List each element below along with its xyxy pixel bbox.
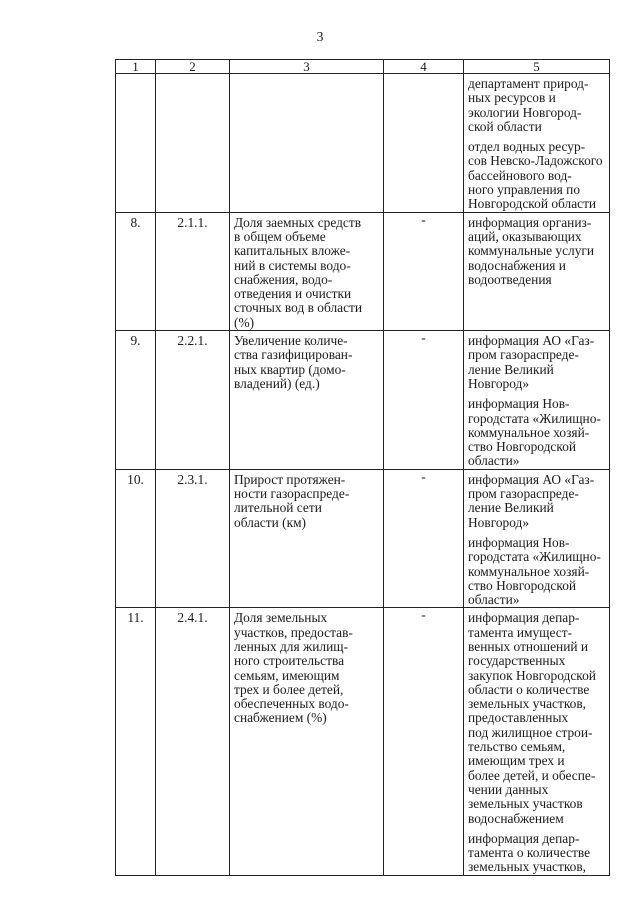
- text-line: коммунальное хозяй-: [468, 424, 590, 440]
- text-line: аций, оказывающих: [468, 228, 582, 244]
- text-line: информация АО «Газ-: [468, 333, 595, 349]
- text-line: венных отношений и: [468, 638, 589, 654]
- text-line: ленных для жилищ-: [234, 638, 349, 654]
- text-line: Новгородской области: [468, 196, 597, 212]
- text-line: пром газораспреде-: [468, 347, 579, 363]
- text-line: предоставленных: [468, 710, 569, 726]
- source-cell: [464, 469, 610, 608]
- source-cell: [464, 74, 610, 213]
- row-number-cell: 9.: [116, 331, 156, 470]
- text-line: закупок Новгородской: [468, 667, 596, 683]
- text-line: бассейнового вод-: [468, 167, 572, 183]
- source-item: [468, 216, 607, 287]
- indicator-code-cell: [156, 74, 230, 213]
- indicator-code-cell: 2.1.1.: [156, 212, 230, 330]
- header-col-5: 5: [464, 60, 610, 74]
- value-cell: -: [384, 608, 464, 875]
- indicator-name-text: [234, 611, 379, 725]
- text-line: Новгород»: [468, 375, 530, 391]
- indicator-name-text: [234, 334, 379, 391]
- text-line: информация организ-: [468, 214, 592, 230]
- text-line: водоснабжения и: [468, 257, 566, 273]
- indicators-table-body: [116, 60, 610, 876]
- indicator-name-text: [234, 473, 379, 530]
- text-line: тамента имущест-: [468, 624, 573, 640]
- indicator-name-cell: [230, 608, 384, 875]
- indicators-table: [115, 59, 610, 876]
- header-col-2: 2: [156, 60, 230, 74]
- text-line: участков, предостав-: [234, 624, 353, 640]
- text-line: информация Нов-: [468, 396, 570, 412]
- source-item: [468, 473, 607, 530]
- indicator-code-cell: 2.3.1.: [156, 469, 230, 608]
- text-line: информация депар-: [468, 830, 580, 846]
- text-line: снабжением (%): [234, 710, 327, 726]
- text-line: пром газораспреде-: [468, 486, 579, 502]
- page-number: 3: [316, 30, 324, 45]
- header-col-4: 4: [384, 60, 464, 74]
- text-line: Доля заемных средств: [234, 214, 362, 230]
- text-line: снабжения, водо-: [234, 271, 333, 287]
- text-line: городстата «Жилищно-: [468, 549, 601, 565]
- source-cell: [464, 608, 610, 875]
- text-line: ного управления по: [468, 182, 581, 198]
- text-line: под жилищное строи-: [468, 724, 593, 740]
- source-item: [468, 611, 607, 825]
- source-item: [468, 832, 607, 875]
- text-line: ных квартир (домо-: [234, 361, 346, 377]
- text-line: земельных участков,: [468, 696, 587, 712]
- text-line: более детей, и обеспе-: [468, 767, 596, 783]
- text-line: области о количестве: [468, 681, 590, 697]
- source-cell: [464, 212, 610, 330]
- text-line: земельных участков: [468, 796, 583, 812]
- text-line: (%): [234, 314, 255, 330]
- text-line: информация Нов-: [468, 534, 570, 550]
- text-line: коммунальное хозяй-: [468, 563, 590, 579]
- text-line: сточных вод в области: [234, 300, 363, 316]
- indicator-name-cell: [230, 469, 384, 608]
- text-line: владений) (ед.): [234, 375, 320, 391]
- table-header-row: [116, 60, 610, 74]
- text-line: Прирост протяжен-: [234, 471, 346, 487]
- text-line: ление Великий: [468, 361, 554, 377]
- text-line: ний в системы водо-: [234, 257, 351, 273]
- text-line: отведения и очистки: [234, 286, 352, 302]
- text-line: государственных: [468, 653, 566, 669]
- source-item: [468, 334, 607, 391]
- value-cell: -: [384, 469, 464, 608]
- text-line: Новгород»: [468, 514, 530, 530]
- text-line: лительной сети: [234, 500, 322, 516]
- value-cell: -: [384, 212, 464, 330]
- indicator-name-cell: [230, 331, 384, 470]
- text-line: трех и более детей,: [234, 681, 344, 697]
- header-col-1: 1: [116, 60, 156, 74]
- text-line: в общем объеме: [234, 228, 326, 244]
- indicator-name-text: [234, 216, 379, 330]
- text-line: сов Невско-Ладожского: [468, 153, 603, 169]
- text-line: области»: [468, 453, 520, 469]
- indicator-code-cell: 2.4.1.: [156, 608, 230, 875]
- text-line: ных ресурсов и: [468, 90, 556, 106]
- source-cell: [464, 331, 610, 470]
- table-row: [116, 608, 610, 875]
- text-line: обеспеченных водо-: [234, 696, 349, 712]
- text-line: тельство семьям,: [468, 739, 566, 755]
- source-item: [468, 536, 607, 607]
- text-line: Доля земельных: [234, 610, 328, 626]
- text-line: земельных участков,: [468, 859, 587, 875]
- text-line: Увеличение количе-: [234, 333, 348, 349]
- text-line: информация депар-: [468, 610, 580, 626]
- value-cell: -: [384, 331, 464, 470]
- text-line: ного строительства: [234, 653, 345, 669]
- source-item: [468, 397, 607, 468]
- source-item: [468, 140, 607, 211]
- text-line: ство Новгородской: [468, 439, 577, 455]
- text-line: коммунальные услуги: [468, 243, 595, 259]
- text-line: области»: [468, 592, 520, 608]
- indicator-name-cell: [230, 74, 384, 213]
- text-line: ление Великий: [468, 500, 554, 516]
- row-number-cell: [116, 74, 156, 213]
- text-line: ство Новгородской: [468, 577, 577, 593]
- text-line: ства газифицирован-: [234, 347, 353, 363]
- source-item: [468, 77, 607, 134]
- text-line: экологии Новгород-: [468, 104, 582, 120]
- table-row: [116, 331, 610, 470]
- text-line: области (км): [234, 514, 307, 530]
- text-line: городстата «Жилищно-: [468, 410, 601, 426]
- text-line: отдел водных ресур-: [468, 139, 586, 155]
- table-row: [116, 469, 610, 608]
- row-number-cell: 11.: [116, 608, 156, 875]
- text-line: имеющим трех и: [468, 753, 565, 769]
- indicator-code-cell: 2.2.1.: [156, 331, 230, 470]
- row-number-cell: 10.: [116, 469, 156, 608]
- text-line: ской области: [468, 118, 542, 134]
- text-line: водоснабжением: [468, 810, 564, 826]
- text-line: чении данных: [468, 781, 549, 797]
- value-cell: [384, 74, 464, 213]
- text-line: семьям, имеющим: [234, 667, 340, 683]
- table-row: [116, 212, 610, 330]
- row-number-cell: 8.: [116, 212, 156, 330]
- text-line: департамент природ-: [468, 76, 589, 91]
- text-line: ности газораспреде-: [234, 486, 350, 502]
- table-row: [116, 74, 610, 213]
- indicator-name-cell: [230, 212, 384, 330]
- text-line: водоотведения: [468, 271, 552, 287]
- text-line: капитальных вложе-: [234, 243, 351, 259]
- text-line: тамента о количестве: [468, 845, 591, 861]
- text-line: информация АО «Газ-: [468, 471, 595, 487]
- header-col-3: 3: [230, 60, 384, 74]
